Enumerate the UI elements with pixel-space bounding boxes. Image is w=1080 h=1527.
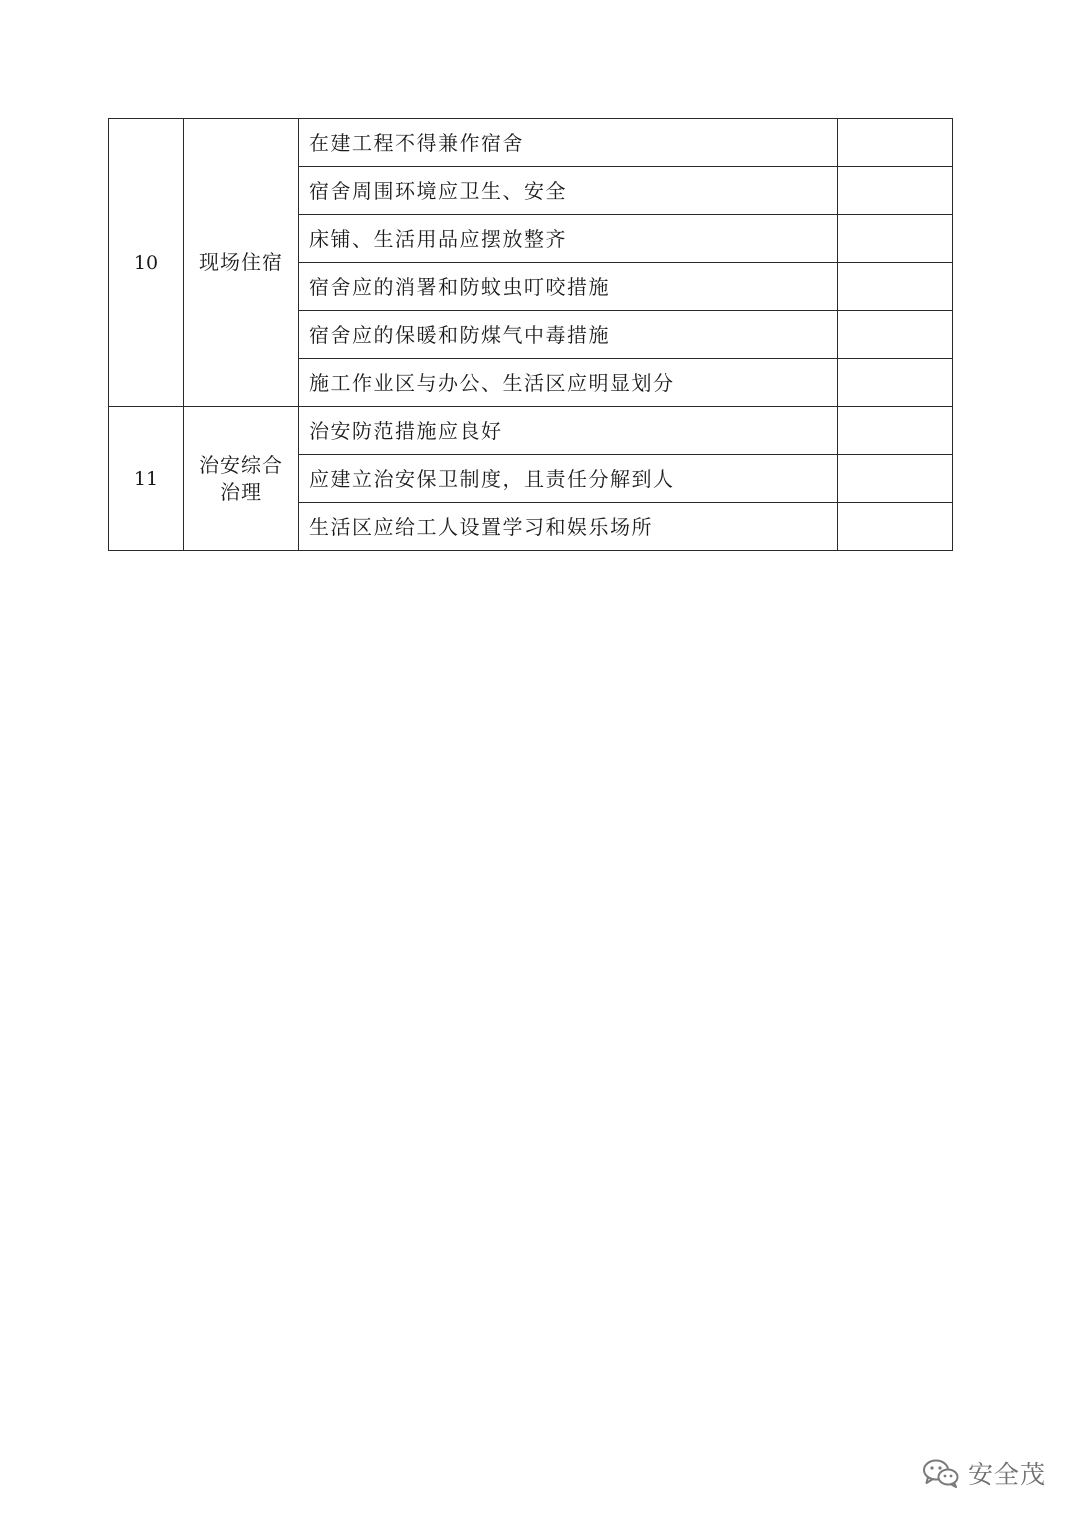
- check-result-cell: [838, 215, 953, 263]
- category-cell: [184, 407, 299, 551]
- requirement-text: 宿舍应的保暖和防煤气中毒措施: [309, 322, 610, 347]
- check-result-cell: [838, 311, 953, 359]
- requirement-cell: [299, 167, 838, 215]
- check-result-cell: [838, 119, 953, 167]
- check-result-cell: [838, 263, 953, 311]
- requirement-text: 宿舍应的消署和防蚊虫叮咬措施: [309, 274, 610, 299]
- check-result-cell: [838, 503, 953, 551]
- requirement-cell: [299, 119, 838, 167]
- requirement-text: 生活区应给工人设置学习和娱乐场所: [309, 514, 653, 539]
- requirement-cell: [299, 503, 838, 551]
- inspection-table: [108, 118, 953, 551]
- category-cell: [184, 119, 299, 407]
- check-result-cell: [838, 407, 953, 455]
- requirement-cell: [299, 359, 838, 407]
- check-result-cell: [838, 455, 953, 503]
- requirement-cell: [299, 455, 838, 503]
- requirement-text: 应建立治安保卫制度，且责任分解到人: [309, 466, 675, 491]
- requirement-text: 治安防范措施应良好: [309, 418, 503, 443]
- category-label: 现场住宿: [199, 250, 283, 275]
- requirement-text: 床铺、生活用品应摆放整齐: [309, 226, 567, 251]
- table-row: [109, 119, 953, 167]
- item-number: 11: [133, 468, 159, 491]
- check-result-cell: [838, 359, 953, 407]
- table-row: [109, 407, 953, 455]
- requirement-cell: [299, 311, 838, 359]
- item-number: 10: [133, 252, 159, 275]
- requirement-text: 宿舍周围环境应卫生、安全: [309, 178, 567, 203]
- account-watermark: [922, 1455, 1046, 1491]
- item-number-cell: [109, 119, 184, 407]
- requirement-text: 在建工程不得兼作宿舍: [309, 130, 524, 155]
- watermark-text: 安全茂: [967, 1460, 1046, 1489]
- requirement-text: 施工作业区与办公、生活区应明显划分: [309, 370, 675, 395]
- category-label: 治安综合治理: [199, 453, 283, 504]
- check-result-cell: [838, 167, 953, 215]
- item-number-cell: [109, 407, 184, 551]
- requirement-cell: [299, 215, 838, 263]
- wechat-icon: [922, 1458, 960, 1488]
- requirement-cell: [299, 407, 838, 455]
- requirement-cell: [299, 263, 838, 311]
